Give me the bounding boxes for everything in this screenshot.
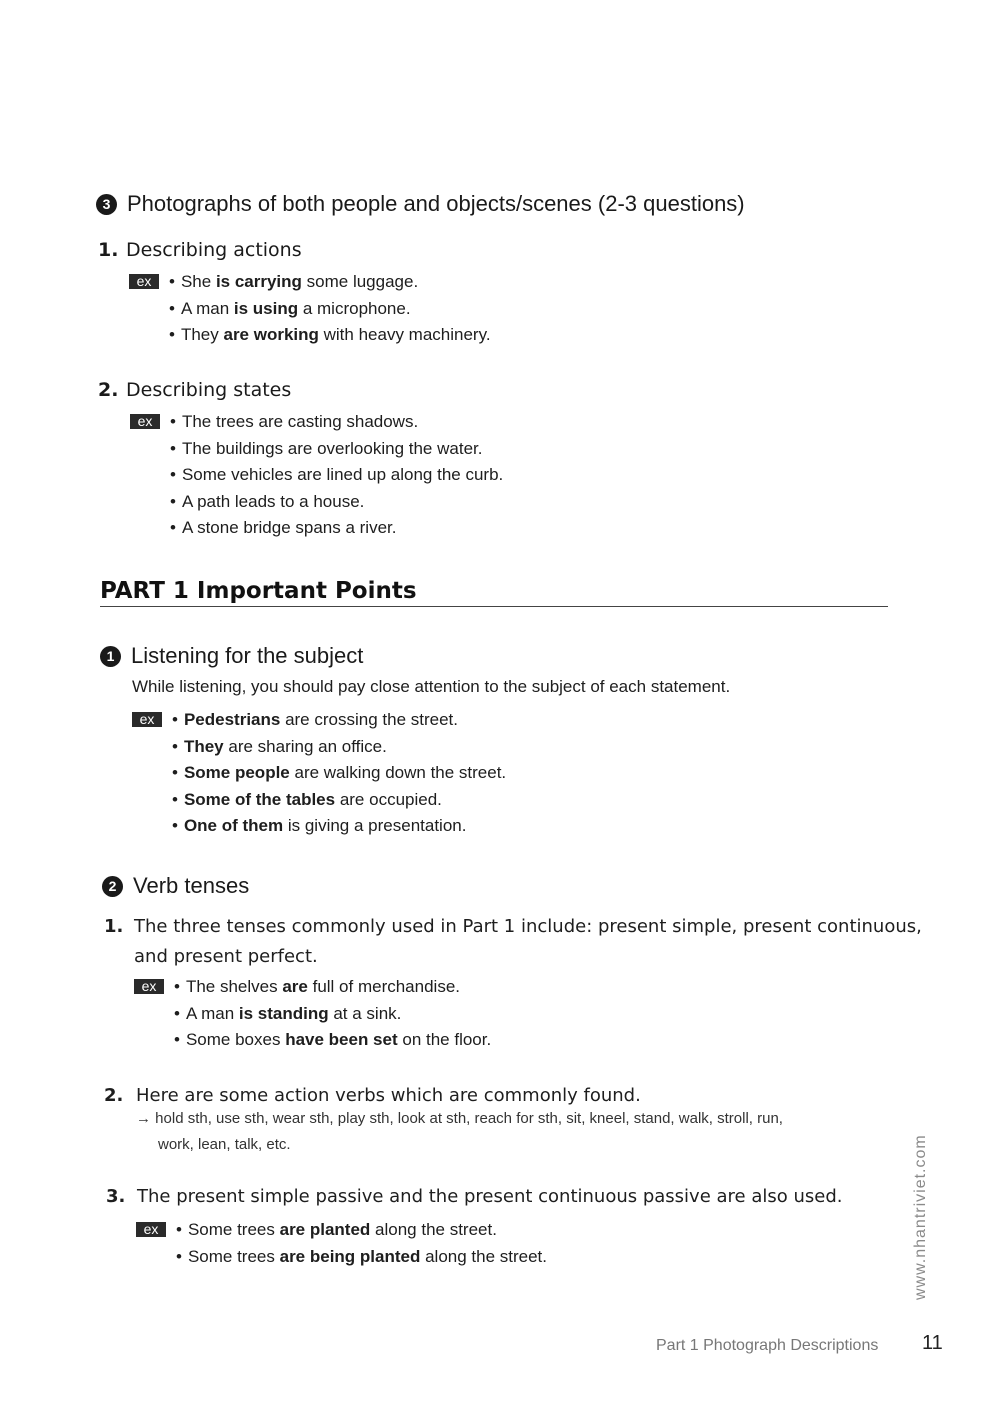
item-number: 1. — [104, 916, 124, 937]
item-number: 1. — [98, 239, 119, 261]
text-segment: Some trees — [187, 1246, 280, 1266]
text-segment: A path leads to a house. — [181, 491, 365, 511]
text-segment: a microphone. — [298, 298, 411, 318]
text-segment: along the street. — [420, 1246, 547, 1266]
example-list — [130, 411, 503, 544]
text-segment: on the floor. — [397, 1030, 492, 1049]
text-segment: The shelves — [185, 977, 283, 996]
text-segment: at a sink. — [328, 1003, 402, 1023]
text-segment: The trees are casting shadows. — [181, 412, 419, 431]
example-block — [130, 411, 503, 544]
point1-intro: While listening, you should pay close attention to the subject of each statement. — [132, 677, 731, 696]
text-segment: A man — [185, 1003, 239, 1023]
bold-phrase: is carrying — [215, 272, 302, 291]
text-segment: Some trees — [187, 1220, 280, 1239]
example-bullet — [174, 1003, 491, 1030]
example-bullet — [174, 1029, 491, 1056]
verbs-line: hold sth, use sth, wear sth, play sth, look at sth, reach for sth, sit, kneel, stand, walk, stroll, run, — [155, 1110, 783, 1127]
bold-phrase: is using — [233, 298, 299, 318]
example-bullet — [170, 491, 503, 518]
example-bullet — [170, 411, 503, 438]
example-bullet — [169, 271, 491, 298]
bold-phrase: One of them — [183, 816, 284, 835]
point2-number-badge: 2 — [102, 876, 123, 897]
example-block — [132, 709, 506, 842]
text-segment: They — [180, 325, 224, 344]
section3-item1-heading — [98, 239, 302, 261]
text-segment: A stone bridge spans a river. — [181, 518, 397, 537]
point2-heading — [102, 873, 249, 899]
item-number: 2. — [98, 379, 119, 401]
bold-phrase: is standing — [238, 1003, 329, 1023]
page-number: 11 — [922, 1332, 943, 1354]
example-bullet — [172, 789, 506, 816]
example-bullet — [169, 298, 491, 325]
example-bullet — [170, 517, 503, 544]
example-block — [134, 976, 491, 1056]
text-segment: are occupied. — [335, 789, 442, 809]
text-segment: A man — [180, 298, 234, 318]
point1-number-badge: 1 — [100, 646, 121, 667]
example-bullet — [172, 762, 506, 789]
bold-phrase: Some of the tables — [183, 789, 336, 809]
text-segment: are sharing an office. — [223, 736, 387, 756]
item-number: 2. — [104, 1085, 124, 1106]
example-bullet — [172, 736, 506, 763]
example-list — [132, 709, 506, 842]
bold-phrase: have been set — [285, 1030, 398, 1049]
example-list — [136, 1219, 547, 1272]
example-bullet — [176, 1219, 547, 1246]
bold-phrase: are planted — [279, 1220, 371, 1239]
section3-item2-heading — [98, 379, 291, 401]
verbs-line: work, lean, talk, etc. — [158, 1136, 291, 1153]
action-verbs-list — [136, 1106, 896, 1158]
item-title: Describing states — [126, 379, 292, 401]
item-title: Describing actions — [126, 239, 302, 261]
bold-phrase: Some people — [183, 763, 290, 782]
ex-badge: ex — [129, 274, 159, 289]
arrow-icon: → — [136, 1110, 151, 1127]
example-bullet — [172, 709, 506, 736]
section3-title: Photographs of both people and objects/scenes (2-3 questions) — [127, 191, 745, 216]
example-bullet — [169, 324, 491, 351]
text-segment: along the street. — [370, 1220, 497, 1239]
ex-badge: ex — [132, 712, 162, 727]
text-segment: with heavy machinery. — [318, 325, 491, 344]
text-segment: is giving a presentation. — [283, 816, 467, 835]
example-bullet — [174, 976, 491, 1003]
text-segment: full of merchandise. — [307, 977, 461, 996]
bold-phrase: are — [282, 977, 308, 996]
item-text-continued: and present perfect. — [134, 946, 318, 967]
text-segment: Some vehicles are lined up along the curb. — [181, 465, 504, 484]
text-segment: are crossing the street. — [280, 710, 458, 729]
watermark: www.nhantriviet.com — [912, 1134, 929, 1300]
ex-badge: ex — [130, 414, 160, 429]
footer-title: Part 1 Photograph Descriptions — [656, 1337, 879, 1354]
text-segment: Some boxes — [185, 1030, 286, 1049]
point1-title: Listening for the subject — [131, 643, 364, 668]
example-list — [129, 271, 491, 351]
ex-badge: ex — [136, 1222, 166, 1237]
point1-heading — [100, 643, 363, 669]
example-bullet — [170, 464, 503, 491]
bold-phrase: Pedestrians — [183, 710, 281, 729]
bold-phrase: They — [183, 736, 224, 756]
item-number: 3. — [106, 1186, 126, 1207]
point2-title: Verb tenses — [133, 873, 250, 898]
item-text: The present simple passive and the present continuous passive are also used. — [137, 1186, 843, 1207]
ex-badge: ex — [134, 979, 164, 994]
example-list — [134, 976, 491, 1056]
part-title-rule — [100, 606, 888, 607]
bold-phrase: are working — [223, 325, 319, 344]
section3-number-badge: 3 — [96, 194, 117, 215]
example-bullet — [176, 1246, 547, 1273]
item-text: The three tenses commonly used in Part 1 include: present simple, present continuous, — [134, 916, 922, 937]
example-block — [136, 1219, 547, 1272]
section3-heading — [96, 191, 745, 217]
example-bullet — [170, 438, 503, 465]
part-title: PART 1 Important Points — [100, 578, 417, 604]
example-bullet — [172, 815, 506, 842]
text-segment: are walking down the street. — [289, 763, 507, 782]
item-text: Here are some action verbs which are commonly found. — [136, 1085, 641, 1106]
example-block — [129, 271, 491, 351]
text-segment: She — [180, 272, 216, 291]
point2-item3 — [106, 1182, 843, 1212]
bold-phrase: are being planted — [279, 1246, 421, 1266]
point2-item1 — [104, 912, 922, 972]
text-segment: The buildings are overlooking the water. — [181, 438, 483, 458]
text-segment: some luggage. — [301, 272, 419, 291]
